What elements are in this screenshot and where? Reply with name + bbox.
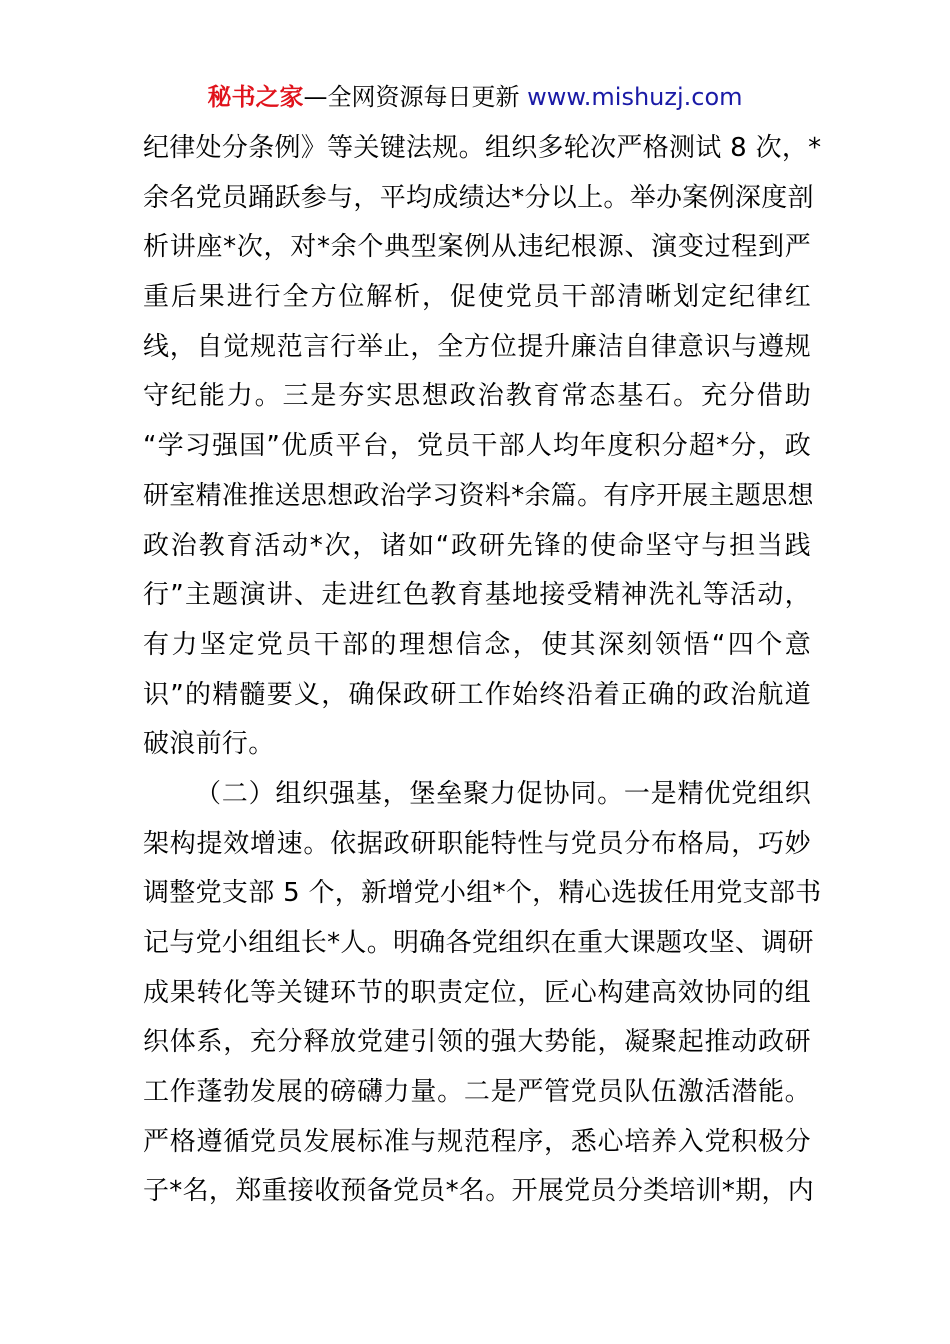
text-line: 成果转化等关键环节的职责定位，匠心构建高效协同的组 [143, 977, 811, 1008]
document-body [143, 124, 822, 1217]
text-line: 线，自觉规范言行举止，全方位提升廉洁自律意识与遵规 [143, 331, 811, 362]
text-line: 严格遵循党员发展标准与规范程序，悉心培养入党积极分 [143, 1126, 811, 1157]
text-line: 析讲座*次，对*余个典型案例从违纪根源、演变过程到严 [143, 232, 811, 263]
text-line: 行”主题演讲、走进红色教育基地接受精神洗礼等活动， [143, 580, 811, 611]
text-line: 余名党员踊跃参与，平均成绩达*分以上。举办案例深度剖 [143, 182, 814, 213]
text-line: 重后果进行全方位解析，促使党员干部清晰划定纪律红 [143, 282, 811, 313]
text-line: 子*名，郑重接收预备党员*名。开展党员分类培训*期，内 [143, 1176, 815, 1207]
text-line: 架构提效增速。依据政研职能特性与党员分布格局，巧妙 [143, 828, 811, 859]
text-line: 研室精准推送思想政治学习资料*余篇。有序开展主题思想 [143, 480, 814, 511]
text-line: 政治教育活动*次，诸如“政研先锋的使命坚守与担当践 [143, 530, 811, 561]
text-line: 纪律处分条例》等关键法规。组织多轮次严格测试 8 次，* [143, 133, 822, 163]
text-line: 识”的精髓要义，确保政研工作始终沿着正确的政治航道 [143, 679, 811, 710]
text-line: 织体系，充分释放党建引领的强大势能，凝聚起推动政研 [143, 1027, 811, 1058]
text-line: 调整党支部 5 个，新增党小组*个，精心选拔任用党支部书 [143, 878, 822, 909]
text-line: 工作蓬勃发展的磅礴力量。二是严管党员队伍激活潜能。 [143, 1077, 811, 1108]
text-line: 破浪前行。 [143, 729, 275, 760]
site-url[interactable]: www.mishuzj.com [527, 83, 743, 111]
site-tagline: —全网资源每日更新 [303, 83, 528, 111]
site-brand: 秘书之家 [207, 83, 304, 111]
site-header [0, 80, 950, 114]
text-line: 记与党小组组长*人。明确各党组织在重大课题攻坚、调研 [143, 928, 814, 958]
text-line: 有力坚定党员干部的理想信念，使其深刻领悟“四个意 [143, 629, 811, 660]
text-line: 守纪能力。三是夯实思想政治教育常态基石。充分借助 [143, 381, 811, 412]
section-heading-line: （二）组织强基，堡垒聚力促协同。一是精优党组织 [195, 778, 811, 809]
text-line: “学习强国”优质平台，党员干部人均年度积分超*分，政 [143, 431, 811, 462]
